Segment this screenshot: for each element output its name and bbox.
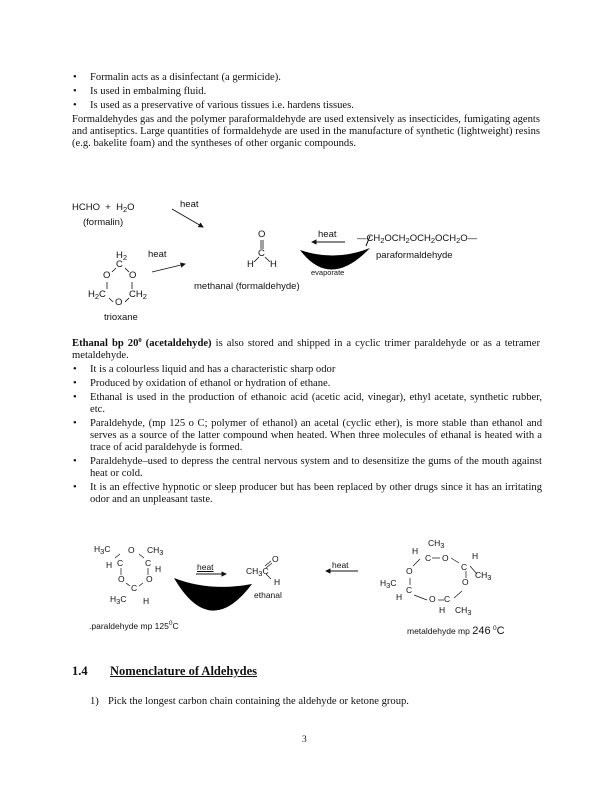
bullet-item: • Paraldehyde–used to depress the central nervous system and to desensitize the gums of the mouth against heat or cold.	[73, 456, 542, 480]
heat-label: heat	[197, 562, 214, 572]
atom-label: H	[412, 546, 419, 556]
bullet-item: • Formalin acts as a disinfectant (a germicide).	[73, 72, 281, 83]
atom-label: C	[258, 248, 265, 259]
ethanal-intro-rest: is also stored and shipped in a cyclic trimer paraldehyde or as a tetramer metaldehyde.	[72, 338, 540, 362]
atom-label: H	[270, 259, 277, 270]
bullet-text: Ethanal is used in the production of ethanoic acid (acetic acid, vinegar), ethyl acetate, synthetic rubber, etc.	[90, 392, 542, 416]
metaldehyde-text: metaldehyde mp	[407, 626, 473, 636]
metaldehyde-label	[407, 625, 505, 637]
atom-label: $H_2$	[116, 250, 128, 262]
ethanal-label: ethanal	[254, 590, 282, 600]
formaldehyde-paragraph: Formaldehydes gas and the polymer paraformaldehyde are used extensively as insecticides, fumigating agents and antiseptics. Large quantities of formaldehyde are used in the manufacture of synthetic (lightweight) resins (e.g. bakelite foam) and the syntheses of other organic compounds.	[72, 114, 540, 150]
atom-label: H	[143, 596, 150, 606]
paraformaldehyde-formula: $—CH_2OCH_2OCH_2OCH_2O—$	[357, 233, 478, 245]
atom-label: C	[425, 553, 432, 563]
bullet-text: Is used as a preservative of various tissues i.e. hardens tissues.	[90, 100, 354, 111]
section-title: Nomenclature of Aldehydes	[110, 664, 257, 678]
atom-label: O	[115, 297, 123, 308]
atom-label: O	[258, 229, 266, 240]
bullet-item: • Ethanal is used in the production of ethanoic acid (acetic acid, vinegar), ethyl acetate, synthetic rubber, etc.	[73, 392, 542, 416]
heat-label: heat	[332, 560, 349, 570]
methanal-label: methanal (formaldehyde)	[194, 281, 300, 292]
atom-label: C	[116, 259, 123, 270]
atom-label: H	[396, 592, 403, 602]
atom-label: O	[146, 574, 153, 584]
atom-label: $CH_3$	[147, 545, 164, 557]
atom-label: O	[118, 574, 125, 584]
bullet-item: • Is used as a preservative of various tissues i.e. hardens tissues.	[73, 100, 354, 111]
section-number: 1.4	[72, 664, 88, 678]
trioxane-label: trioxane	[104, 312, 138, 323]
atom-label: C	[406, 585, 413, 595]
atom-label: H	[439, 605, 446, 615]
bullet-item: • Produced by oxidation of ethanol or hydration of ethane.	[73, 378, 331, 389]
bullet-item: • It is a colourless liquid and has a characteristic sharp odor	[73, 364, 336, 375]
bullet-text: It is a colourless liquid and has a characteristic sharp odor	[90, 364, 336, 375]
bullet-text: Paraldehyde, (mp 125 o C; polymer of ethanol) an acetal (cyclic ether), is more stable than ethanol and serves as a source of the latter compound when heated. When three molecules of ethanal is heated with a trace of acid paraldehyde is formed.	[90, 418, 542, 454]
atom-label: C	[117, 558, 124, 568]
degree-sup: 0	[168, 620, 173, 627]
paraldehyde-text: .paraldehyde mp 125	[89, 621, 169, 631]
degree-sup: 0	[492, 625, 497, 632]
bullet-text: Is used in embalming fluid.	[90, 86, 207, 97]
formalin-label: (formalin)	[83, 217, 124, 228]
atom-label: O	[462, 577, 469, 587]
ethanal-intro-bold-tail: (acetaldehyde)	[141, 338, 212, 349]
metaldehyde-mp: 246	[472, 625, 491, 637]
degree-sup: 0	[138, 337, 142, 344]
atom-label: O	[442, 553, 449, 563]
bullet-text: Produced by oxidation of ethanol or hydration of ethane.	[90, 378, 331, 389]
atom-label: C	[145, 558, 152, 568]
atom-label: $H_3C$	[110, 594, 127, 606]
atom-label: H	[106, 560, 113, 570]
page-number: 3	[302, 735, 307, 745]
atom-label: C	[444, 594, 451, 604]
atom-label: O	[103, 270, 111, 281]
formalin-formula: HCHO + $H_2O$	[72, 202, 135, 214]
section-heading	[72, 664, 257, 679]
evaporate-label: evaporate	[311, 268, 345, 277]
atom-label: H	[155, 564, 162, 574]
bullet-item: • Is used in embalming fluid.	[73, 86, 207, 97]
atom-label: O	[128, 545, 135, 555]
atom-label: H	[274, 577, 281, 587]
step-text: Pick the longest carbon chain containing the aldehyde or ketone group.	[108, 696, 409, 707]
atom-label: $H_3C$	[380, 578, 397, 590]
heat-label: heat	[148, 249, 167, 260]
bullet-text: Paraldehyde–used to depress the central nervous system and to desensitize the gums of the mouth against heat or cold.	[90, 456, 542, 480]
paraformaldehyde-label: paraformaldehyde	[376, 250, 453, 261]
bullet-text: Formalin acts as a disinfectant (a germicide).	[90, 72, 281, 83]
paraldehyde-label	[89, 621, 179, 631]
heat-label: heat	[318, 229, 337, 240]
bullet-item: • It is an effective hypnotic or sleep producer but has been replaced by other drugs since it has an irritating odor and an unpleasant taste.	[73, 482, 542, 506]
atom-label: $CH_2$	[129, 289, 147, 301]
atom-label: $H_3C$	[94, 544, 111, 556]
heat-label: heat	[180, 199, 199, 210]
atom-label: $CH_3C$	[246, 566, 269, 578]
ethanal-intro-bold: Ethanal bp 20	[72, 338, 139, 349]
atom-label: $CH_3$	[455, 605, 472, 617]
atom-label: O	[129, 270, 137, 281]
atom-label: H	[472, 551, 479, 561]
unit-text: C	[496, 625, 505, 637]
atom-label: O	[429, 594, 436, 604]
atom-label: C	[461, 562, 468, 572]
unit-text: C	[172, 621, 179, 631]
atom-label: O	[272, 554, 279, 564]
atom-label: O	[406, 566, 413, 576]
atom-label: H	[247, 259, 254, 270]
bullet-item: • Paraldehyde, (mp 125 o C; polymer of ethanol) an acetal (cyclic ether), is more stable than ethanol and serves as a source of the latter compound when heated. When three molecules of ethanal is heated with a trace of acid paraldehyde is formed.	[73, 418, 542, 454]
atom-label: $CH_3$	[475, 570, 492, 582]
atom-label: $H_2C$	[88, 289, 106, 301]
bullet-text: It is an effective hypnotic or sleep producer but has been replaced by other drugs since it has an irritating odor and an unpleasant taste.	[90, 482, 542, 506]
atom-label: $CH_3$	[428, 538, 445, 550]
atom-label: C	[131, 583, 138, 593]
